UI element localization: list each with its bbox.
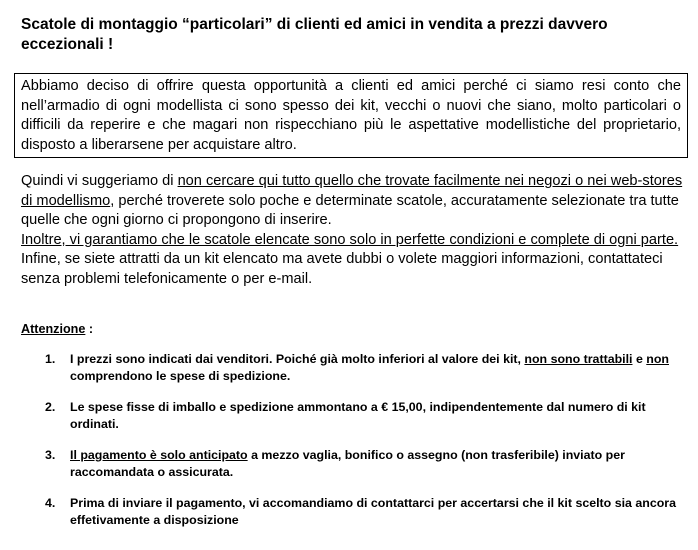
suggestion-underlined: non cercare qui tutto quello che trovate facilmente nei negozi o nei web-stores di modellismo [21,173,683,209]
item-3-underlined: Il pagamento è solo anticipato [70,448,248,462]
item-2-text: Le spese fisse di imballo e spedizione ammontano a € 15,00, indipendentemente dal numero di kit ordinati. [70,400,646,431]
paragraph-guarantee: Inoltre, vi garantiamo che le scatole elencate sono solo in perfette condizioni e complete di ogni parte. [21,231,679,248]
paragraph-suggestion [21,172,689,231]
attention-label: Attenzione [21,322,86,336]
list-item-number: 4. [45,496,56,510]
list-item [45,447,685,480]
conditions-list [45,351,685,543]
list-item [45,399,685,432]
list-item-number: 2. [45,400,56,414]
item-1-underlined-b: non [646,352,669,366]
attention-heading [21,321,93,337]
list-item [45,495,685,528]
item-1-text-b: e [632,352,647,366]
intro-box: Abbiamo deciso di offrire questa opportunità a clienti ed amici perché ci siamo resi conto che nell’armadio di ogni modellista ci sono spesso dei kit, vecchi o nuovi che siano, molto particolari o difficili da reperire e che magari non rispecchiano più le aspettative modellistiche del proprietario, disposto a liberarsene per acquistare altro. [14,73,688,158]
list-item [45,351,685,384]
paragraph-contact: Infine, se siete attratti da un kit elencato ma avete dubbi o volete maggiori informazioni, contattateci senza problemi telefonicamente o per e-mail. [21,251,663,287]
suggestion-rest: , perché troverete solo poche e determinate scatole, accuratamente selezionate tra tutte quelle che ogni giorno ci propongono di inserire. [21,192,679,228]
item-4-text: Prima di inviare il pagamento, vi accomandiamo di contattarci per accertarsi che il kit scelto sia ancora effetivamente a disposizione [70,496,676,527]
item-1-text: I prezzi sono indicati dai venditori. Poiché già molto inferiori al valore dei kit, [70,352,525,366]
suggestion-lead: Quindi vi suggeriamo di [21,173,178,189]
item-3-text: a mezzo vaglia, bonifico o assegno (non trasferibile) inviato per raccomandata o assicurata. [70,448,625,479]
list-item-number: 3. [45,448,56,462]
item-1-underlined-a: non sono trattabili [524,352,633,366]
list-item-number: 1. [45,352,56,366]
page-title: Scatole di montaggio “particolari” di clienti ed amici in vendita a prezzi davvero eccezionali ! [21,16,608,53]
attention-suffix: : [85,322,94,336]
body-text [21,172,689,289]
item-1-text-c: comprendono le spese di spedizione. [70,368,291,383]
